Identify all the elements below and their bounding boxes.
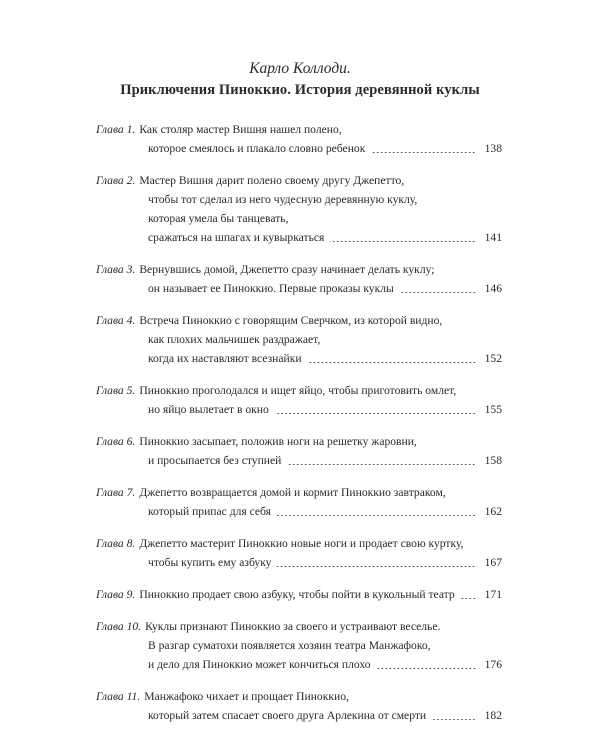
chapter-title-line: и просыпается без ступней [148, 454, 282, 467]
chapter-label: Глава 9. [96, 588, 136, 601]
chapter-label: Глава 8. [96, 537, 136, 550]
page-number: 158 [484, 454, 502, 467]
dot-leader [461, 598, 476, 599]
dot-leader [277, 515, 476, 516]
toc-line [96, 655, 502, 674]
chapter-title-line: Манжафоко чихает и прощает Пиноккио, [144, 690, 349, 703]
chapter-title-line: чтобы купить ему азбуку [148, 556, 272, 569]
author-name: Карло Коллоди. [249, 60, 351, 77]
chapter-title-line: который припас для себя [148, 505, 271, 518]
toc-line [96, 349, 502, 368]
dot-leader [308, 362, 476, 363]
toc-line [96, 483, 502, 502]
toc-entry[interactable] [96, 171, 502, 247]
chapter-title-line: он называет ее Пиноккио. Первые проказы куклы [148, 282, 394, 295]
toc-entry[interactable] [96, 483, 502, 521]
chapter-title-line: сражаться на шпагах и кувыркаться [148, 231, 325, 244]
toc-line [96, 279, 502, 298]
chapter-label: Глава 1. [96, 123, 136, 136]
chapter-title-line: Джепетто возвращается домой и кормит Пиноккио завтраком, [139, 486, 446, 499]
chapter-title-line: когда их наставляют всезнайки [148, 352, 302, 365]
toc-line [96, 687, 502, 706]
chapter-label: Глава 6. [96, 435, 136, 448]
toc-line [96, 260, 502, 279]
chapter-title-line: который затем спасает своего друга Арлекина от смерти [148, 709, 427, 722]
toc-entry[interactable] [96, 311, 502, 368]
toc-line [96, 171, 502, 190]
page-number: 182 [484, 709, 502, 722]
toc-line [96, 330, 502, 349]
chapter-title-line: Джепетто мастерит Пиноккио новые ноги и продает свою куртку, [139, 537, 464, 550]
toc-line [96, 120, 502, 139]
chapter-label: Глава 2. [96, 174, 136, 187]
chapter-label: Глава 3. [96, 263, 136, 276]
dot-leader [287, 464, 476, 465]
toc-line [96, 553, 502, 572]
page-number: 171 [484, 588, 502, 601]
chapter-title-line: которая умела бы танцевать, [148, 212, 289, 225]
toc-line [96, 190, 502, 209]
chapter-label: Глава 5. [96, 384, 136, 397]
page-number: 162 [484, 505, 502, 518]
page-number: 176 [484, 658, 502, 671]
toc-line [96, 636, 502, 655]
chapter-title-line: Пиноккио продает свою азбуку, чтобы пойти в кукольный театр [139, 588, 455, 601]
toc-line [96, 706, 502, 725]
toc-line [96, 617, 502, 636]
chapter-title-line: Встреча Пиноккио с говорящим Сверчком, из которой видно, [139, 314, 443, 327]
toc-line [96, 502, 502, 521]
page-number: 146 [484, 282, 502, 295]
dot-leader [371, 152, 476, 153]
chapter-title-line: которое смеялось и плакало словно ребенок [148, 142, 366, 155]
table-of-contents [96, 120, 502, 738]
chapter-title-line: Как столяр мастер Вишня нашел полено, [139, 123, 342, 136]
chapter-label: Глава 4. [96, 314, 136, 327]
toc-line [96, 209, 502, 228]
toc-line [96, 432, 502, 451]
chapter-label: Глава 11. [96, 690, 141, 703]
dot-leader [377, 668, 476, 669]
toc-line [96, 400, 502, 419]
page-number: 141 [484, 231, 502, 244]
toc-entry[interactable] [96, 534, 502, 572]
page-number: 152 [484, 352, 502, 365]
chapter-title-line: Вернувшись домой, Джепетто сразу начинает делать куклу; [139, 263, 435, 276]
page-number: 138 [484, 142, 502, 155]
toc-line [96, 381, 502, 400]
toc-line [96, 534, 502, 553]
chapter-title-line: Куклы признают Пиноккио за своего и устраивают веселье. [145, 620, 441, 633]
dot-leader [432, 719, 476, 720]
toc-entry[interactable] [96, 585, 502, 604]
chapter-title-line: но яйцо вылетает в окно [148, 403, 269, 416]
toc-line [96, 585, 502, 604]
toc-entry[interactable] [96, 432, 502, 470]
chapter-title-line: как плохих мальчишек раздражает, [148, 333, 321, 346]
toc-entry[interactable] [96, 381, 502, 419]
toc-line [96, 228, 502, 247]
toc-line [96, 139, 502, 158]
toc-line [96, 451, 502, 470]
chapter-label: Глава 10. [96, 620, 142, 633]
page-number: 167 [484, 556, 502, 569]
page-number: 155 [484, 403, 502, 416]
chapter-title-line: Мастер Вишня дарит полено своему другу Джепетто, [139, 174, 405, 187]
toc-entry[interactable] [96, 617, 502, 674]
chapter-title-line: В разгар суматохи появляется хозяин театра Манжафоко, [148, 639, 431, 652]
dot-leader [330, 241, 476, 242]
toc-entry[interactable] [96, 120, 502, 158]
toc-entry[interactable] [96, 687, 502, 725]
dot-leader [400, 292, 476, 293]
chapter-label: Глава 7. [96, 486, 136, 499]
chapter-title-line: Пиноккио проголодался и ищет яйцо, чтобы приготовить омлет, [139, 384, 457, 397]
toc-line [96, 311, 502, 330]
chapter-title-line: чтобы тот сделал из него чудесную деревянную куклу, [148, 193, 418, 206]
chapter-title-line: Пиноккио засыпает, положив ноги на решетку жаровни, [139, 435, 417, 448]
dot-leader [277, 566, 476, 567]
chapter-title-line: и дело для Пиноккио может кончиться плохо [148, 658, 371, 671]
book-title: Приключения Пиноккио. История деревянной куклы [120, 82, 480, 98]
dot-leader [275, 413, 476, 414]
toc-entry[interactable] [96, 260, 502, 298]
